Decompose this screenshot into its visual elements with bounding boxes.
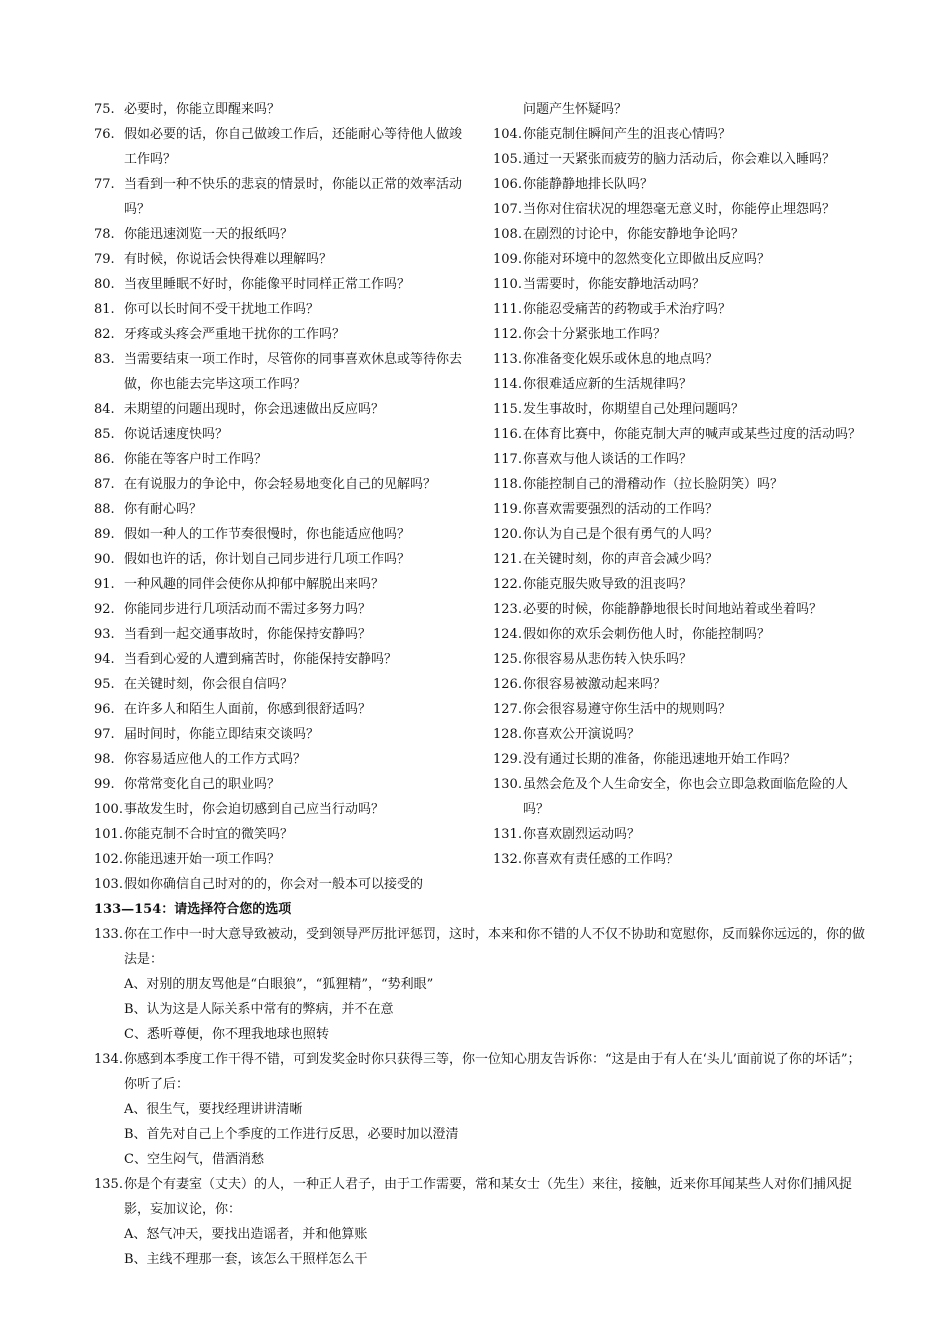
question-item: [493, 272, 868, 297]
question-number: 131.: [493, 827, 522, 842]
question-number: 102.: [94, 852, 123, 867]
question-item: [94, 447, 469, 472]
question-item: [94, 672, 469, 697]
question-number: 78.: [94, 227, 115, 242]
question-item: [94, 97, 469, 122]
question-text: 在体育比赛中，你能克制大声的喊声或某些过度的活动吗？: [523, 427, 862, 442]
question-text: 当夜里睡眠不好时，你能像平时同样正常工作吗？: [124, 277, 411, 292]
question-text: 当看到一种不快乐的悲哀的情景时，你能以正常的效率活动吗？: [124, 177, 463, 217]
question-number: 92.: [94, 602, 115, 617]
question-number: 133.: [94, 927, 123, 942]
question-text: 你会十分紧张地工作吗？: [523, 327, 667, 342]
question-text: 你很容易从悲伤转入快乐吗？: [523, 652, 693, 667]
question-number: 135.: [94, 1177, 123, 1192]
question-number: 134.: [94, 1052, 123, 1067]
question-text: 虽然会危及个人生命安全，你也会立即急救面临危险的人吗？: [523, 777, 849, 817]
question-number: 75.: [94, 102, 115, 117]
question-text: 假如你的欢乐会刺伤他人时，你能控制吗？: [523, 627, 771, 642]
question-item: [94, 422, 469, 447]
question-item: [94, 522, 469, 547]
question-item: [493, 447, 868, 472]
question-text: 发生事故时，你期望自己处理问题吗？: [523, 402, 745, 417]
question-number: 85.: [94, 427, 115, 442]
question-item: [94, 772, 469, 797]
question-item: [94, 472, 469, 497]
question-text: 你能克制不合时宜的微笑吗？: [124, 827, 294, 842]
question-number: 101.: [94, 827, 123, 842]
answer-option[interactable]: A、很生气，要找经理讲讲清晰: [124, 1102, 303, 1117]
choice-questions: [94, 922, 870, 1272]
answer-option[interactable]: A、对别的朋友骂他是“白眼狼”，“狐狸精”，“势利眼”: [124, 977, 434, 992]
question-item: [493, 322, 868, 347]
question-item: [94, 497, 469, 522]
question-text: 在有说服力的争论中，你会轻易地变化自己的见解吗？: [124, 477, 437, 492]
question-text: 没有通过长期的准备，你能迅速地开始工作吗？: [523, 752, 797, 767]
choice-question: [94, 1172, 870, 1272]
answer-option[interactable]: A、怒气冲天，要找出造谣者，并和他算账: [124, 1227, 368, 1242]
question-number: 125.: [493, 652, 522, 667]
question-item: [493, 572, 868, 597]
question-number: 81.: [94, 302, 115, 317]
question-item: [493, 422, 868, 447]
question-number: 109.: [493, 252, 522, 267]
right-column: [493, 97, 868, 872]
question-item: [493, 772, 868, 822]
question-item: [94, 297, 469, 322]
question-number: 112.: [493, 327, 522, 342]
question-text: 你能静静地排长队吗？: [523, 177, 654, 192]
question-number: 87.: [94, 477, 115, 492]
question-item: [493, 847, 868, 872]
continued-text: 问题产生怀疑吗？: [523, 102, 628, 117]
question-number: 91.: [94, 577, 115, 592]
answer-option[interactable]: C、悉听尊便，你不理我地球也照转: [124, 1027, 329, 1042]
question-text: 当看到一起交通事故时，你能保持安静吗？: [124, 627, 372, 642]
question-text: 你感到本季度工作干得不错，可到发奖金时你只获得三等，你一位知心朋友告诉你：“这是由于有人在‘头儿’面前说了你的坏话”；你听了后：: [124, 1052, 861, 1092]
question-item: [94, 747, 469, 772]
question-text: 你说话速度快吗？: [124, 427, 229, 442]
question-number: 110.: [493, 277, 522, 292]
question-number: 80.: [94, 277, 115, 292]
question-item: [493, 122, 868, 147]
question-text: 在关键时刻，你的声音会减少吗？: [523, 552, 719, 567]
question-number: 122.: [493, 577, 522, 592]
question-number: 132.: [493, 852, 522, 867]
question-text: 届时间时，你能立即结束交谈吗？: [124, 727, 320, 742]
question-text: 你喜欢公开演说吗？: [523, 727, 641, 742]
choice-question: [94, 1047, 870, 1172]
question-item: [493, 647, 868, 672]
question-item: [493, 672, 868, 697]
question-item: [94, 247, 469, 272]
question-text: 一种风趣的同伴会使你从抑郁中解脱出来吗？: [124, 577, 385, 592]
question-text: 通过一天紧张而疲劳的脑力活动后，你会难以入睡吗？: [523, 152, 836, 167]
question-text: 假如必要的话，你自己做竣工作后，还能耐心等待他人做竣工作吗？: [124, 127, 463, 167]
question-item: [493, 822, 868, 847]
question-item: [94, 572, 469, 597]
question-text: 你能在等客户时工作吗？: [124, 452, 268, 467]
question-text: 你喜欢需要强烈的活动的工作吗？: [523, 502, 719, 517]
question-text: 有时候，你说话会快得难以理解吗？: [124, 252, 333, 267]
question-number: 126.: [493, 677, 522, 692]
question-number: 116.: [493, 427, 522, 442]
question-item: [94, 622, 469, 647]
question-number: 128.: [493, 727, 522, 742]
question-number: 89.: [94, 527, 115, 542]
question-number: 130.: [493, 777, 522, 792]
question-number: 127.: [493, 702, 522, 717]
choice-question: [94, 922, 870, 1047]
question-number: 88.: [94, 502, 115, 517]
question-item: [94, 847, 469, 872]
question-number: 106.: [493, 177, 522, 192]
choice-question-stem: [94, 922, 870, 972]
question-text: 你有耐心吗？: [124, 502, 203, 517]
question-item: [94, 272, 469, 297]
answer-option[interactable]: B、主线不理那一套，该怎么干照样怎么干: [124, 1252, 368, 1267]
question-text: 你认为自己是个很有勇气的人吗？: [523, 527, 719, 542]
question-text: 你能对环境中的忽然变化立即做出反应吗？: [523, 252, 771, 267]
question-number: 93.: [94, 627, 115, 642]
question-text: 你喜欢与他人谈话的工作吗？: [523, 452, 693, 467]
question-item: [94, 547, 469, 572]
question-text: 你是个有妻室（丈夫）的人，一种正人君子，由于工作需要，常和某女士（先生）来往，接触，近来你耳闻某些人对你们捕风捉影，妄加议论，你：: [124, 1177, 853, 1217]
question-number: 100.: [94, 802, 123, 817]
question-item: [94, 822, 469, 847]
question-text: 事故发生时，你会迫切感到自己应当行动吗？: [124, 802, 385, 817]
question-text: 假如你确信自己时对的的，你会对一般本可以接受的: [124, 877, 424, 892]
question-text: 在许多人和陌生人面前，你感到很舒适吗？: [124, 702, 372, 717]
question-number: 113.: [493, 352, 522, 367]
question-item: [94, 122, 469, 172]
question-item: [493, 222, 868, 247]
question-item: [94, 797, 469, 822]
question-item: [94, 397, 469, 422]
question-item: [94, 222, 469, 247]
question-text: 当看到心爱的人遭到痛苦时，你能保持安静吗？: [124, 652, 398, 667]
question-number: 83.: [94, 352, 115, 367]
question-number: 105.: [493, 152, 522, 167]
question-number: 115.: [493, 402, 522, 417]
left-column: [94, 97, 469, 897]
question-number: 111.: [493, 302, 522, 317]
question-item: [94, 597, 469, 622]
question-number: 123.: [493, 602, 522, 617]
question-number: 90.: [94, 552, 115, 567]
question-item: [493, 472, 868, 497]
question-number: 129.: [493, 752, 522, 767]
question-item: [493, 747, 868, 772]
question-number: 96.: [94, 702, 115, 717]
question-item: [493, 347, 868, 372]
question-text: 必要的时候，你能静静地很长时间地站着或坐着吗？: [523, 602, 823, 617]
question-text: 在关键时刻，你会很自信吗？: [124, 677, 294, 692]
question-item: [493, 297, 868, 322]
question-number: 118.: [493, 477, 522, 492]
question-item: [94, 722, 469, 747]
question-item: [493, 597, 868, 622]
question-number: 108.: [493, 227, 522, 242]
question-number: 104.: [493, 127, 522, 142]
question-text: 你常常变化自己的职业吗？: [124, 777, 281, 792]
question-text: 当需要时，你能安静地活动吗？: [523, 277, 706, 292]
question-text: 你喜欢有责任感的工作吗？: [523, 852, 680, 867]
question-item: [94, 322, 469, 347]
choice-question-stem: [94, 1047, 870, 1097]
question-text: 你容易适应他人的工作方式吗？: [124, 752, 307, 767]
question-item: [493, 497, 868, 522]
question-text: 你能迅速开始一项工作吗？: [124, 852, 281, 867]
question-text: 必要时，你能立即醒来吗？: [124, 102, 281, 117]
question-text: 当需要结束一项工作时，尽管你的同事喜欢休息或等待你去做，你也能去完毕这项工作吗？: [124, 352, 463, 392]
question-number: 82.: [94, 327, 115, 342]
question-item: [493, 397, 868, 422]
question-number: 103.: [94, 877, 123, 892]
question-number: 86.: [94, 452, 115, 467]
question-item: [493, 172, 868, 197]
question-number: 76.: [94, 127, 115, 142]
question-number: 84.: [94, 402, 115, 417]
question-number: 117.: [493, 452, 522, 467]
question-number: 79.: [94, 252, 115, 267]
question-text: 假如一种人的工作节奏很慢时，你也能适应他吗？: [124, 527, 411, 542]
question-number: 107.: [493, 202, 522, 217]
right-column-items: [493, 122, 868, 872]
question-text: 你会很容易遵守你生活中的规则吗？: [523, 702, 732, 717]
question-item: [493, 622, 868, 647]
question-text: 牙疼或头疼会严重地干扰你的工作吗？: [124, 327, 346, 342]
question-number: 124.: [493, 627, 522, 642]
answer-option[interactable]: B、首先对自己上个季度的工作进行反思，必要时加以澄清: [124, 1127, 459, 1142]
question-item: [94, 697, 469, 722]
question-item: [493, 372, 868, 397]
question-number: 121.: [493, 552, 522, 567]
question-number: 98.: [94, 752, 115, 767]
question-text: 你很容易被激动起来吗？: [523, 677, 667, 692]
question-number: 114.: [493, 377, 522, 392]
question-item: [493, 547, 868, 572]
question-item: [94, 647, 469, 672]
question-item: [493, 197, 868, 222]
question-item: [493, 247, 868, 272]
question-text: 你能控制自己的滑稽动作（拉长脸阴笑）吗？: [523, 477, 784, 492]
question-item: [493, 522, 868, 547]
answer-option[interactable]: B、认为这是人际关系中常有的弊病，并不在意: [124, 1002, 394, 1017]
question-number: 97.: [94, 727, 115, 742]
question-number: 94.: [94, 652, 115, 667]
question-text: 你能同步进行几项活动而不需过多努力吗？: [124, 602, 372, 617]
question-text: 你能克服失败导致的沮丧吗？: [523, 577, 693, 592]
answer-option[interactable]: C、空生闷气，借酒消愁: [124, 1152, 264, 1167]
question-text: 你很难适应新的生活规律吗？: [523, 377, 693, 392]
question-number: 119.: [493, 502, 522, 517]
question-item: [493, 697, 868, 722]
question-text: 你在工作中一时大意导致被动，受到领导严厉批评惩罚，这时，本来和你不错的人不仅不协助和宽慰你，反而躲你远远的，你的做法是：: [124, 927, 866, 967]
question-item: [94, 172, 469, 222]
question-text: 在剧烈的讨论中，你能安静地争论吗？: [523, 227, 745, 242]
question-text: 当你对住宿状况的埋怨毫无意义时，你能停止埋怨吗？: [523, 202, 836, 217]
question-item: [493, 147, 868, 172]
question-item: [94, 872, 469, 897]
question-text: 你能克制住瞬间产生的沮丧心情吗？: [523, 127, 732, 142]
choice-section: [94, 897, 870, 1272]
question-number: 77.: [94, 177, 115, 192]
question-number: 120.: [493, 527, 522, 542]
question-item: [94, 347, 469, 397]
question-text: 你能迅速浏览一天的报纸吗？: [124, 227, 294, 242]
question-text: 假如也许的话，你计划自己同步进行几项工作吗？: [124, 552, 411, 567]
question-text: 你准备变化娱乐或休息的地点吗？: [523, 352, 719, 367]
question-number: 95.: [94, 677, 115, 692]
question-number: 99.: [94, 777, 115, 792]
question-text: 你可以长时间不受干扰地工作吗？: [124, 302, 320, 317]
choice-question-stem: [94, 1172, 870, 1222]
question-text: 你喜欢剧烈运动吗？: [523, 827, 641, 842]
question-item: [493, 722, 868, 747]
section-heading: 133—154：请选择符合您的选项: [94, 902, 292, 917]
question-text: 你能忍受痛苦的药物或手术治疗吗？: [523, 302, 732, 317]
question-text: 未期望的问题出现时，你会迅速做出反应吗？: [124, 402, 385, 417]
